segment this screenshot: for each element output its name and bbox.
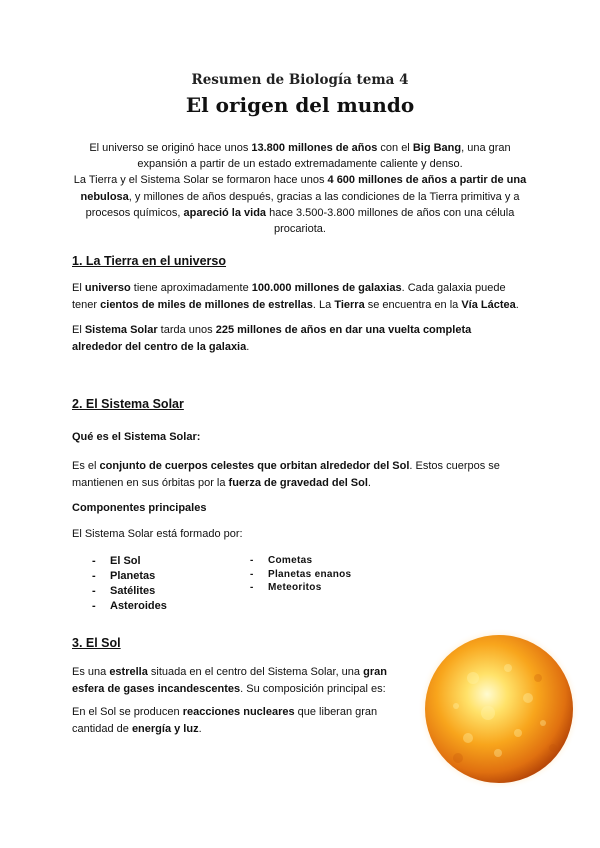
list-item: - Planetas — [92, 569, 167, 584]
list-item: - Cometas — [250, 554, 351, 568]
components-intro: El Sistema Solar está formado por: — [72, 528, 243, 540]
section-2-heading: 2. El Sistema Solar — [72, 397, 184, 411]
intro-block — [70, 140, 530, 237]
section-2-question-heading: Qué es el Sistema Solar: — [72, 431, 201, 443]
sun-disc — [425, 635, 573, 783]
list-item: - El Sol — [92, 554, 167, 569]
components-heading: Componentes principales — [72, 502, 207, 514]
section-1-paragraph-2: El Sistema Solar tarda unos 225 millones de años en dar una vuelta completa alrededor del centro de la galaxia. — [72, 324, 472, 353]
section-2-paragraph-1: Es el conjunto de cuerpos celestes que orbitan alrededor del Sol. Estos cuerpos se mantienen en sus órbitas por la fuerza de gravedad del Sol. — [72, 460, 500, 489]
components-list-left — [92, 554, 167, 614]
list-item: - Asteroides — [92, 599, 167, 614]
section-3-heading: 3. El Sol — [72, 636, 121, 650]
intro-paragraph-2: La Tierra y el Sistema Solar se formaron hace unos 4 600 millones de años a partir de una nebulosa, y millones de años después, gracias a las condiciones de la Tierra primitiva y a procesos químicos, apareció la vida hace 3.500-3.800 millones de años con una célula procariota. — [73, 174, 527, 236]
section-1-paragraph-1: El universo tiene aproximadamente 100.000 millones de galaxias. Cada galaxia puede tener cientos de miles de millones de estrellas. La Tierra se encuentra en la Vía Láctea. — [72, 282, 519, 311]
components-list-right — [250, 554, 351, 595]
list-item: - Satélites — [92, 584, 167, 599]
document-subtitle: Resumen de Biología tema 4 — [191, 72, 409, 88]
intro-paragraph-1: El universo se originó hace unos 13.800 millones de años con el Big Bang, una gran expansión a partir de un estado extremadamente caliente y denso. — [89, 142, 511, 171]
document-title: El origen del mundo — [185, 93, 415, 117]
section-1-heading: 1. La Tierra en el universo — [72, 254, 227, 268]
list-item: - Meteoritos — [250, 581, 351, 595]
list-item: - Planetas enanos — [250, 568, 351, 582]
section-3-paragraph-2: En el Sol se producen reacciones nucleares que liberan gran cantidad de energía y luz. — [72, 706, 378, 735]
section-3-paragraph-1: Es una estrella situada en el centro del Sistema Solar, una gran esfera de gases incandescentes. Su composición principal es: — [72, 666, 387, 695]
sun-image — [418, 628, 580, 790]
